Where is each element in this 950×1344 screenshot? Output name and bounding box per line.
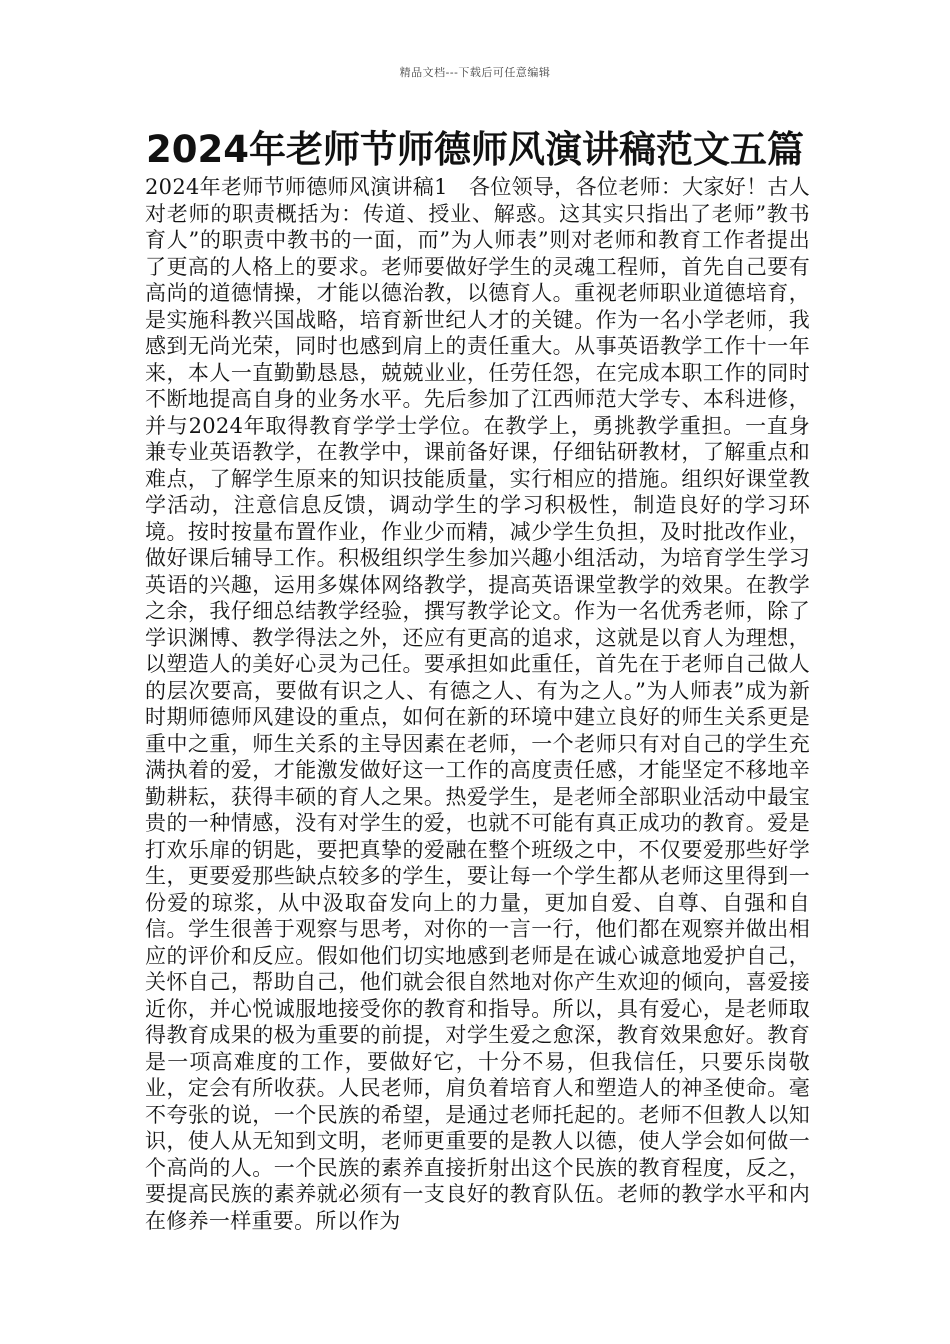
page-header-note: 精品文档---下载后可任意编辑: [399, 66, 551, 79]
document-title: 2024年老师节师德师风演讲稿范文五篇: [146, 128, 804, 171]
document-body: 2024年老师节师德师风演讲稿1 各位领导，各位老师：大家好！古人对老师的职责概括为：传道、授业、解惑。这其实只指出了老师”教书育人”的职责中教书的一面，而”为人师表”则对老师和教育工作者提出了更高的人格上的要求。老师要做好学生的灵魂工程师，首先自己要有高尚的道德情操，才能以德治教，以德育人。重视老师职业道德培育，是实施科教兴国战略，培育新世纪人才的关键。作为一名小学老师，我感到无尚光荣，同时也感到肩上的责任重大。从事英语教学工作十一年来，本人一直勤勤恳恳，兢兢业业，任劳任怨，在完成本职工作的同时不断地提高自身的业务水平。先后参加了江西师范大学专、本科进修，并与2024年取得教育学学士学位。在教学上，勇挑教学重担。一直身兼专业英语教学，在教学中，课前备好课，仔细钻研教材，了解重点和难点，了解学生原来的知识技能质量，实行相应的措施。组织好课堂教学活动，注意信息反馈，调动学生的学习积极性，制造良好的学习环境。按时按量布置作业，作业少而精，减少学生负担，及时批改作业，做好课后辅导工作。积极组织学生参加兴趣小组活动，为培育学生学习英语的兴趣，运用多媒体网络教学，提高英语课堂教学的效果。在教学之余，我仔细总结教学经验，撰写教学论文。作为一名优秀老师，除了学识渊博、教学得法之外，还应有更高的追求，这就是以育人为理想，以塑造人的美好心灵为己任。要承担如此重任，首先在于老师自己做人的层次要高，要做有识之人、有德之人、有为之人。”为人师表”成为新时期师德师风建设的重点，如何在新的环境中建立良好的师生关系更是重中之重，师生关系的主导因素在老师，一个老师只有对自己的学生充满执着的爱，才能激发做好这一工作的高度责任感，才能坚定不移地辛勤耕耘，获得丰硕的育人之果。热爱学生，是老师全部职业活动中最宝贵的一种情感，没有对学生的爱，也就不可能有真正成功的教育。爱是打欢乐扉的钥匙，要把真挚的爱融在整个班级之中，不仅要爱那些好学生，更要爱那些缺点较多的学生，要让每一个学生都从老师这里得到一份爱的琼浆，从中汲取奋发向上的力量，更加自爱、自尊、自强和自信。学生很善于观察与思考，对你的一言一行，他们都在观察并做出相应的评价和反应。假如他们切实地感到老师是在诚心诚意地爱护自己，关怀自己，帮助自己，他们就会很自然地对你产生欢迎的倾向，喜爱接近你，并心悦诚服地接受你的教育和指导。所以，具有爱心，是老师取得教育成果的极为重要的前提，对学生爱之愈深，教育效果愈好。教育是一项高难度的工作，要做好它，十分不易，但我信任，只要乐岗敬业，定会有所收获。人民老师，肩负着培育人和塑造人的神圣使命。毫不夸张的说，一个民族的希望，是通过老师托起的。老师不但教人以知识，使人从无知到文明，老师更重要的是教人以德，使人学会如何做一个高尚的人。一个民族的素养直接折射出这个民族的教育程度，反之，要提高民族的素养就必须有一支良好的教育队伍。老师的教学水平和内在修养一样重要。所以作为: [145, 175, 810, 1233]
